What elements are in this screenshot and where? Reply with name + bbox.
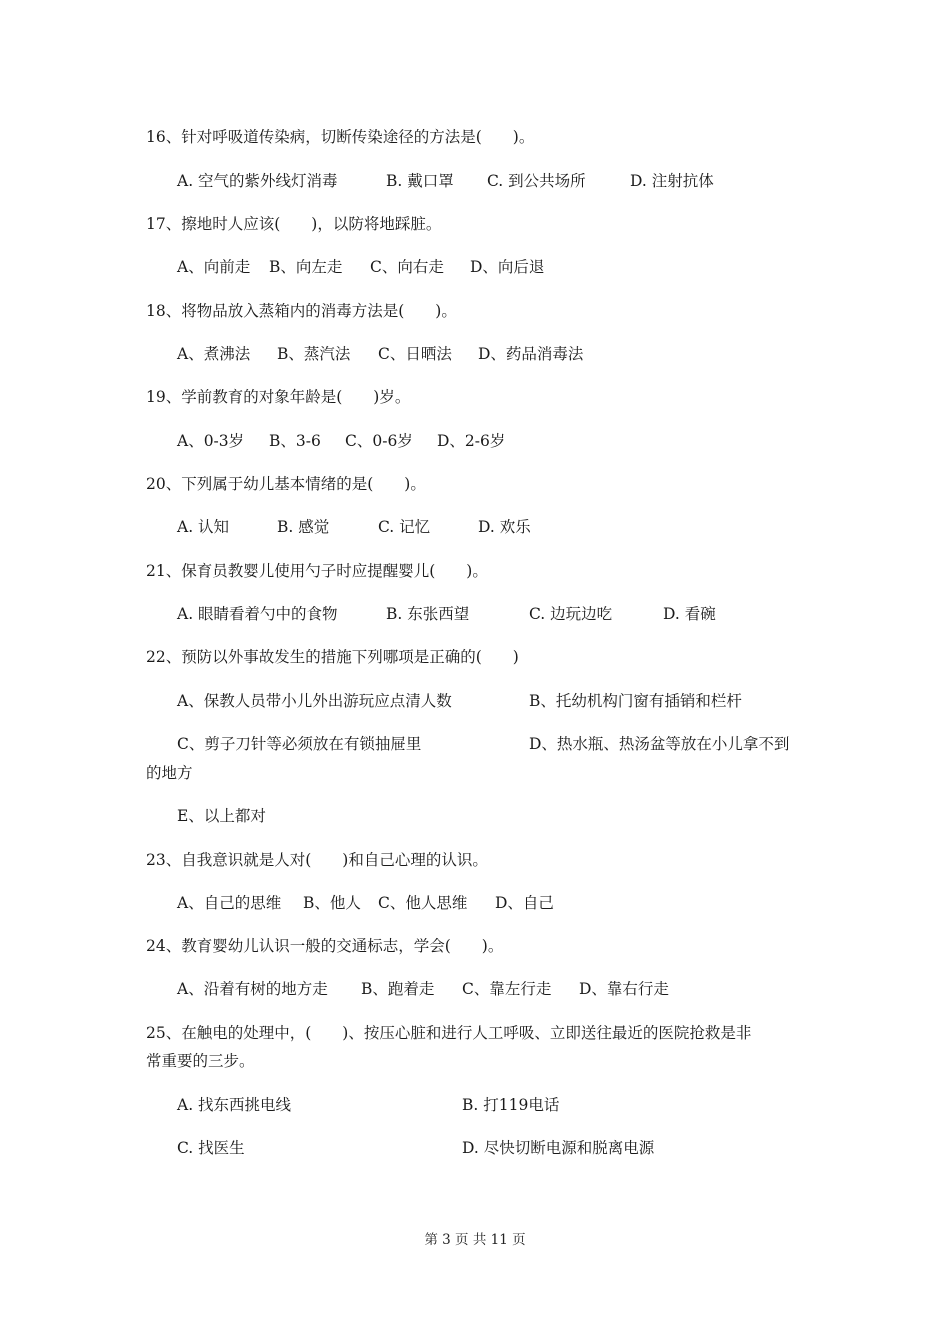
q23-option-d: D、自己	[495, 894, 554, 912]
q23-option-c: C、他人思维	[378, 894, 468, 912]
question-25-stem-continuation: 常重要的三步。	[146, 1052, 255, 1070]
q21-option-a: A. 眼睛看着勺中的食物	[177, 605, 338, 623]
question-20-stem: 20、下列属于幼儿基本情绪的是( )。	[146, 475, 426, 493]
q22-option-a: A、保教人员带小儿外出游玩应点清人数	[177, 692, 452, 710]
q16-option-d: D. 注射抗体	[630, 172, 714, 190]
q22-option-d-continuation: 的地方	[146, 764, 193, 782]
q23-option-a: A、自己的思维	[177, 894, 282, 912]
q19-option-c: C、0-6岁	[345, 432, 413, 450]
q17-option-a: A、向前走	[177, 258, 251, 276]
q24-option-d: D、靠右行走	[579, 980, 669, 998]
question-25-stem: 25、在触电的处理中，( )、按压心脏和进行人工呼吸、立即送往最近的医院抢救是非	[146, 1024, 752, 1042]
q18-option-c: C、日晒法	[378, 345, 452, 363]
question-21-stem: 21、保育员教婴儿使用勺子时应提醒婴儿( )。	[146, 562, 488, 580]
q18-option-b: B、蒸汽法	[277, 345, 351, 363]
q24-option-c: C、靠左行走	[462, 980, 552, 998]
question-17-stem: 17、擦地时人应该( )，以防将地踩脏。	[146, 215, 442, 233]
q21-option-b: B. 东张西望	[386, 605, 470, 623]
q25-option-b: B. 打119电话	[462, 1096, 560, 1114]
q16-option-c: C. 到公共场所	[487, 172, 586, 190]
question-16-stem: 16、针对呼吸道传染病，切断传染途径的方法是( )。	[146, 128, 535, 146]
q19-option-d: D、2-6岁	[437, 432, 506, 450]
q25-option-c: C. 找医生	[177, 1139, 245, 1157]
q16-option-b: B. 戴口罩	[386, 172, 454, 190]
q24-option-b: B、跑着走	[361, 980, 435, 998]
q21-option-d: D. 看碗	[663, 605, 716, 623]
q17-option-d: D、向后退	[470, 258, 545, 276]
q22-option-d: D、热水瓶、热汤盆等放在小儿拿不到	[529, 735, 790, 753]
q18-option-a: A、煮沸法	[177, 345, 251, 363]
q22-option-e: E、以上都对	[177, 807, 266, 825]
q22-option-b: B、托幼机构门窗有插销和栏杆	[529, 692, 742, 710]
q21-option-c: C. 边玩边吃	[529, 605, 613, 623]
page-number-footer: 第 3 页 共 11 页	[424, 1232, 526, 1248]
q17-option-c: C、向右走	[370, 258, 444, 276]
question-18-stem: 18、将物品放入蒸箱内的消毒方法是( )。	[146, 302, 457, 320]
question-24-stem: 24、教育婴幼儿认识一般的交通标志，学会( )。	[146, 937, 504, 955]
q25-option-a: A. 找东西挑电线	[177, 1096, 292, 1114]
q18-option-d: D、药品消毒法	[478, 345, 584, 363]
q25-option-d: D. 尽快切断电源和脱离电源	[462, 1139, 655, 1157]
q20-option-a: A. 认知	[177, 518, 230, 536]
q20-option-c: C. 记忆	[378, 518, 431, 536]
q20-option-b: B. 感觉	[277, 518, 330, 536]
q19-option-b: B、3-6	[269, 432, 321, 450]
q16-option-a: A. 空气的紫外线灯消毒	[177, 172, 338, 190]
q23-option-b: B、他人	[303, 894, 361, 912]
q19-option-a: A、0-3岁	[177, 432, 245, 450]
q17-option-b: B、向左走	[269, 258, 343, 276]
q22-option-c: C、剪子刀针等必须放在有锁抽屉里	[177, 735, 422, 753]
question-22-stem: 22、预防以外事故发生的措施下列哪项是正确的( )	[146, 648, 519, 666]
question-19-stem: 19、学前教育的对象年龄是( )岁。	[146, 388, 411, 406]
question-23-stem: 23、自我意识就是人对( )和自己心理的认识。	[146, 851, 488, 869]
q20-option-d: D. 欢乐	[478, 518, 531, 536]
q24-option-a: A、沿着有树的地方走	[177, 980, 328, 998]
